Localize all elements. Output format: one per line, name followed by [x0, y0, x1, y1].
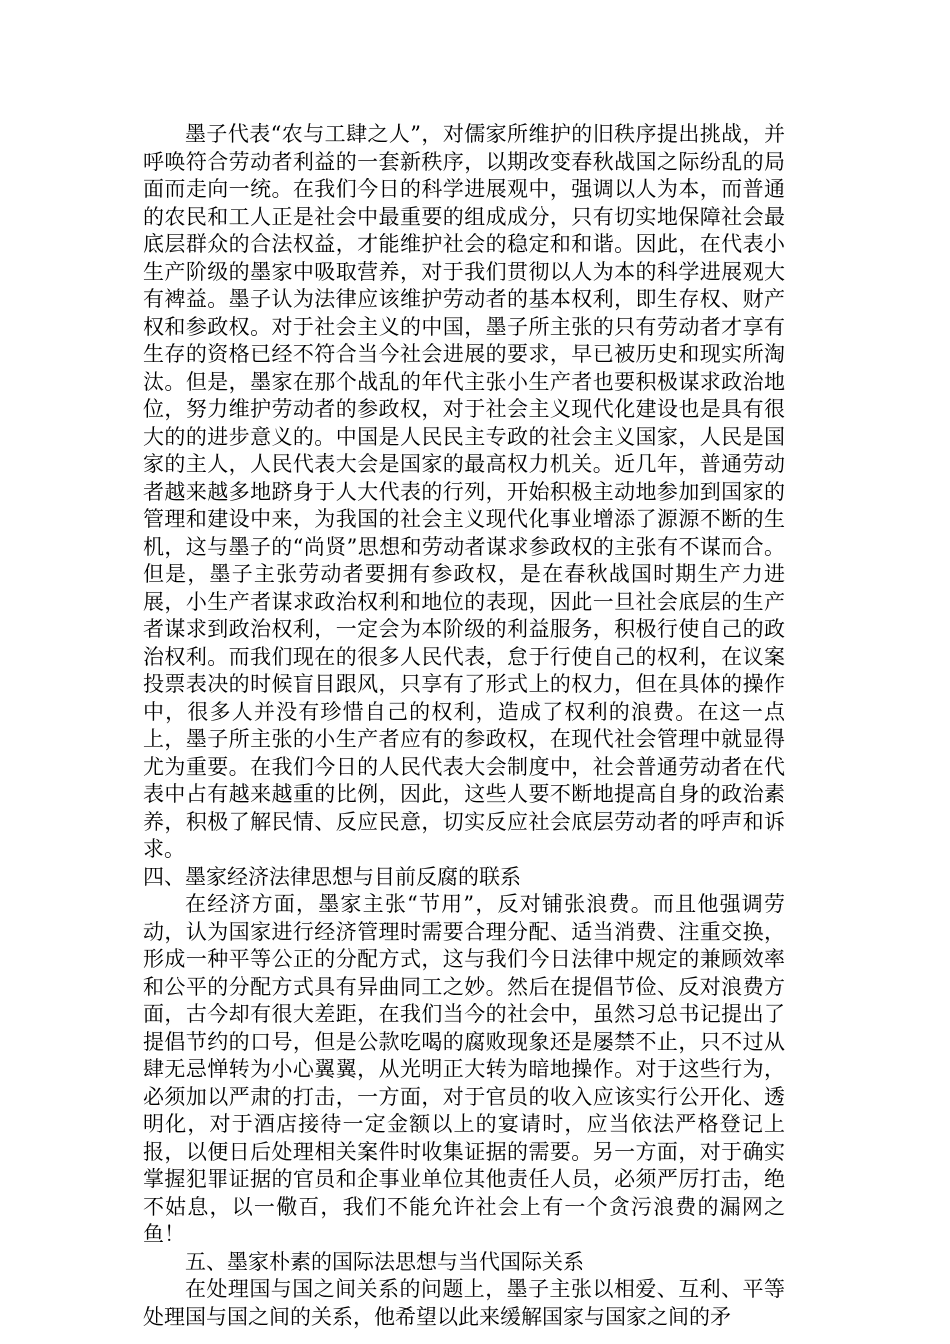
body-paragraph: 墨子代表“农与工肆之人”，对儒家所维护的旧秩序提出挑战，并呼唤符合劳动者利益的一套新秩序，以期改变春秋战国之际纷乱的局面而走向一统。在我们今日的科学进展观中，强调以人为本，而普通的农民和工人正是社会中最重要的组成成分，只有切实地保障社会最底层群众的合法权益，才能维护社会的稳定和和谐。因此，在代表小生产阶级的墨家中吸取营养，对于我们贯彻以人为本的科学进展观大有裨益。墨子认为法律应该维护劳动者的基本权利，即生存权、财产权和参政权。对于社会主义的中国，墨子所主张的只有劳动者才享有生存的资格已经不符合当今社会进展的要求，早已被历史和现实所淘汰。但是，墨家在那个战乱的年代主张小生产者也要积极谋求政治地位，努力维护劳动者的参政权，对于社会主义现代化建设也是具有很大的的进步意义的。中国是人民民主专政的社会主义国家，人民是国家的主人，人民代表大会是国家的最高权力机关。近几年，普通劳动者越来越多地跻身于人大代表的行列，开始积极主动地参加到国家的管理和建设中来，为我国的社会主义现代化事业增添了源源不断的生机，这与墨子的“尚贤”思想和劳动者谋求参政权的主张有不谋而合。但是，墨子主张劳动者要拥有参政权，是在春秋战国时期生产力进展，小生产者谋求政治权利和地位的表现，因此一旦社会底层的生产者谋求到政治权利，一定会为本阶级的利益服务，积极行使自己的政治权利。而我们现在的很多人民代表，怠于行使自己的权利，在议案投票表决的时候盲目跟风，只享有了形式上的权力，但在具体的操作中，很多人并没有珍惜自己的权利，造成了权利的浪费。在这一点上，墨子所主张的小生产者应有的参政权，在现代社会管理中就显得尤为重要。在我们今日的人民代表大会制度中，社会普通劳动者在代表中占有越来越重的比例，因此，这些人要不断地提高自身的政治素养，积极了解民情、反应民意，切实反应社会底层劳动者的呼声和诉求。: [143, 122, 785, 861]
section-heading: 四、墨家经济法律思想与目前反腐的联系: [143, 864, 521, 889]
body-paragraph: 在处理国与国之间关系的问题上，墨子主张以相爱、互利、平等处理国与国之间的关系，他希望以此来缓解国家与国家之间的矛: [143, 1277, 785, 1329]
body-paragraph: 在经济方面，墨家主张“节用”，反对铺张浪费。而且他强调劳动，认为国家进行经济管理时需要合理分配、适当消费、注重交换，形成一种平等公正的分配方式，这与我们今日法律中规定的兼顾效率和公平的分配方式具有异曲同工之妙。然后在提倡节俭、反对浪费方面，古今却有很大差距，在我们当今的社会中，虽然习总书记提出了提倡节约的口号，但是公款吃喝的腐败现象还是屡禁不止，只不过从肆无忌惮转为小心翼翼，从光明正大转为暗地操作。对于这些行为，必须加以严肃的打击，一方面，对于官员的收入应该实行公开化、透明化，对于酒店接待一定金额以上的宴请时，应当依法严格登记上报，以便日后处理相关案件时收集证据的需要。另一方面，对于确实掌握犯罪证据的官员和企事业单位其他责任人员，必须严厉打击，绝不姑息，以一儆百，我们不能允许社会上有一个贪污浪费的漏网之鱼！: [143, 892, 785, 1246]
section-heading: 五、墨家朴素的国际法思想与当代国际关系: [185, 1249, 584, 1274]
document-page: [143, 121, 785, 1331]
